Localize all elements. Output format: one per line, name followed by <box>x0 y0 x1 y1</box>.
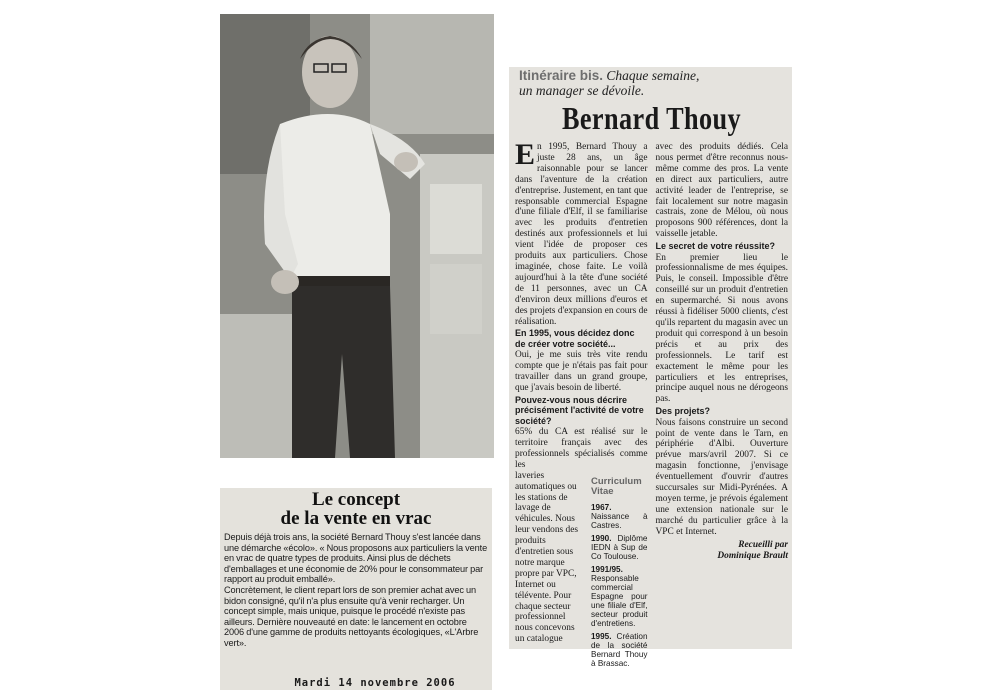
cv-year: 1967. <box>591 502 612 512</box>
answer-2-start: 65% du CA est réalisé sur le territoire français avec des professionnels spécialisés comme les <box>515 427 648 470</box>
col2-paragraph: avec des produits dédiés. Cela nous permet d'être reconnus nous-même comme des pros. La vente en direct aux particuliers, autre activité leader de l'entreprise, se fait localement sur notre magasin castrais, zone de Mélou, où nous proposons 900 références, dont la vaisselle jetable. <box>655 142 788 240</box>
answer-3: En premier lieu le professionnalisme de mes équipes. Puis, le conseil. Impossible d'être conseillé sur un produit d'entretien en supermarché. Si nous avons réussi à fidéliser 5000 clients, c'est qu'ils repartent du magasin avec un produit qui correspond à un besoin précis et au prix des professionnels. Le tarif est exactement le même pour les particuliers et les entreprises, principe auquel nous ne dérogeons pas. <box>655 252 788 405</box>
intro-paragraph <box>515 138 648 327</box>
cv-item <box>591 632 648 668</box>
cv-text: Responsable commercial Espagne pour une filiale d'Elf, secteur produit d'entretiens. <box>591 573 648 628</box>
byline <box>656 540 789 562</box>
article <box>509 67 792 668</box>
cv-text: Diplôme IEDN à Sup de Co Toulouse. <box>591 533 648 561</box>
cv-item <box>591 503 648 530</box>
column-2 <box>656 142 789 672</box>
column-1 <box>515 138 648 672</box>
question-3: Le secret de votre réussite? <box>655 241 776 252</box>
cv-year: 1990. <box>591 533 612 543</box>
cv-year: 1991/95. <box>591 564 623 574</box>
kicker-italic-2: un manager se dévoile. <box>519 82 645 98</box>
cv-year: 1995. <box>591 631 612 641</box>
kicker-bold: Itinéraire bis. <box>519 68 604 83</box>
concept-box <box>220 488 492 690</box>
concept-title-line2: de la vente en vrac <box>280 508 432 529</box>
issue-date: Mardi 14 novembre 2006 <box>294 677 456 689</box>
question-2: Pouvez-vous nous décrire précisément l'activité de votre société? <box>515 394 644 426</box>
cv-item <box>591 565 648 628</box>
drop-cap: E <box>515 138 536 171</box>
portrait-photo <box>220 14 494 458</box>
byline-author: Dominique Brault <box>717 550 788 561</box>
question-4: Des projets? <box>655 406 711 417</box>
cv-title-line2: Vitae <box>591 485 614 497</box>
article-headline: Bernard Thouy <box>561 100 742 136</box>
intro-text: n 1995, Bernard Thouy a juste 28 ans, un âge raisonnable pour se lancer dans l'aventure de la création d'entreprise. Justement, en tant que responsable commercial Espagne d'une filiale d'Elf, il se familiarise avec les produits d'entretien destinés aux professionnels et lui vient l'idée de proposer ces produits aux particuliers. Chose imaginée, chose faite. Le voilà aujourd'hui à la tête d'une société de 11 personnes, avec un CA d'environ deux millions d'euros et des projets d'expansion en cours de réalisation. <box>515 142 648 327</box>
question-1: En 1995, vous décidez donc de créer votre société... <box>515 328 635 349</box>
cv-text: Naissance à Castres. <box>591 511 648 530</box>
concept-title-line1: Le concept <box>311 489 401 510</box>
cv-title <box>591 477 648 497</box>
cv-text: Création de la société Bernard Thouy à Brassac. <box>591 631 648 668</box>
cv-title-line1: Curriculum <box>591 475 642 487</box>
answer-1: Oui, je me suis très vite rendu compte que je n'étais pas fait pour travailler dans un grand groupe, que j'avais besoin de liberté. <box>515 350 648 393</box>
curriculum-vitae <box>591 471 648 672</box>
concept-paragraph-2: Concrètement, le client repart lors de son premier achat avec un bidon consigné, qu'il n'a plus ensuite qu'à venir recharger. Un concept simple, mais unique, puisque le procédé n'existe pas ailleurs. Dernière nouveauté en date: le lancement en octobre 2006 d'une gamme de produits nettoyants écologiques, «L'Arbre vert». <box>224 584 479 648</box>
kicker <box>519 69 788 98</box>
concept-title <box>224 490 488 528</box>
kicker-italic-1: Chaque semaine, <box>606 68 700 83</box>
answer-2-cont: laveries automatiques ou les stations de lavage de véhicules. Nous leur vendons des produits d'entretien sous notre marque propre par VPC, Internet ou télévente. Pour chaque secteur professionnel nous concevons un catalogue <box>515 470 579 645</box>
answer-cv-split <box>515 471 648 672</box>
concept-paragraph-1: Depuis déjà trois ans, la société Bernard Thouy s'est lancée dans une démarche «écolo». « Nous proposons aux particuliers la vente en vrac de quatre types de produits. Ainsi plus de déchets d'emballages et une économie de 20% pour le consommateur par rapport au produit emballé». <box>224 532 488 585</box>
cv-item <box>591 534 648 561</box>
answer-4: Nous faisons construire un second point de vente dans le Tarn, en périphérie d'Albi. Ouverture prévue mars/avril 2007. Si ce magasin fonctionne, j'envisage éventuellement d'ouvrir d'autres succursales sur Midi-Pyrénées. A moyen terme, je prévois également une extension nationale sur le marché du particulier grâce à la VPC et Internet. <box>655 417 788 537</box>
byline-line1: Recueilli par <box>738 539 788 550</box>
